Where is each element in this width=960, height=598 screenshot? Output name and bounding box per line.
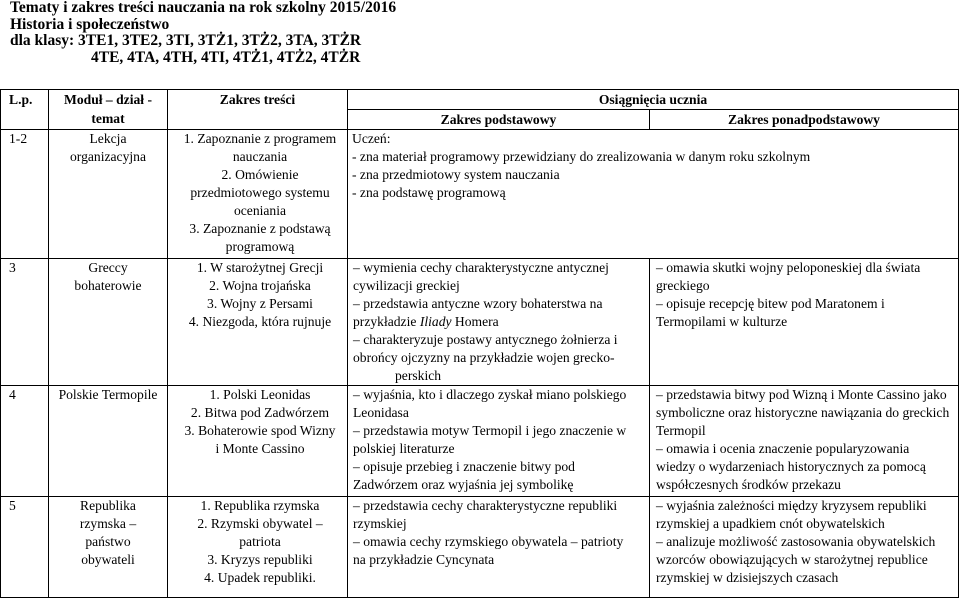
cell-zakres-podstawowy: – przedstawia cechy charakterystyczne republiki rzymskiej – omawia cechy rzymskiego obywatela – patrioty na przykładzie Cyncynata: [348, 497, 650, 598]
cell-zakres-ponadpodstawowy: – przedstawia bitwy pod Wizną i Monte Cassino jako symboliczne oraz historyczne nawiązania do greckich Termopil – omawia i ocenia znaczenie popularyzowania wiedzy o wydarzeniach historycznych za pomocą współczesnych środków przekazu: [650, 386, 959, 497]
cell-lp: 5: [1, 497, 49, 598]
header-modul: Moduł – dział - temat: [49, 90, 168, 130]
table-row: [1, 259, 959, 386]
cell-lp: 4: [1, 386, 49, 497]
cell-zakres-ponadpodstawowy: – wyjaśnia zależności między kryzysem republiki rzymskiej a upadkiem cnót obywatelskich – analizuje możliwość zastosowania obywatelskich wzorców obowiązujących w starożytnej republice rzymskiej w dzisiejszych czasach: [650, 497, 959, 598]
cell-zakres: 1. Zapoznanie z programem nauczania 2. Omówienie przedmiotowego systemu oceniania 3. Zapoznanie z podstawą programową: [168, 130, 348, 259]
table-row: [1, 386, 959, 497]
class-list-line1: dla klasy: 3TE1, 3TE2, 3TI, 3TŻ1, 3TŻ2, 3TA, 3TŻR: [10, 32, 362, 49]
document-title: Tematy i zakres treści nauczania na rok szkolny 2015/2016: [10, 0, 397, 16]
cell-zakres-ponadpodstawowy: – omawia skutki wojny peloponeskiej dla świata greckiego – opisuje recepcję bitew pod Maratonem i Termopilami w kulturze: [650, 259, 959, 386]
cell-lp: 1-2: [1, 130, 49, 259]
class-list-line2: 4TE, 4TA, 4TH, 4TI, 4TŻ1, 4TŻ2, 4TŻR: [91, 48, 361, 66]
header-osiagniecia: Osiągnięcia ucznia: [348, 90, 959, 110]
cell-temat: Polskie Termopile: [49, 386, 168, 497]
subject-name: Historia i społeczeństwo: [10, 15, 170, 33]
document-header: [10, 0, 396, 66]
cell-zakres: 1. W starożytnej Grecji 2. Wojna trojańska 3. Wojny z Persami 4. Niezgoda, która rujnuje: [168, 259, 348, 386]
cell-temat: Lekcja organizacyjna: [49, 130, 168, 259]
header-zakres-tresci: Zakres treści: [168, 90, 348, 130]
cell-temat: Greccy bohaterowie: [49, 259, 168, 386]
header-lp: L.p.: [1, 90, 49, 130]
cell-zakres: 1. Republika rzymska 2. Rzymski obywatel – patriota 3. Kryzys republiki 4. Upadek republiki.: [168, 497, 348, 598]
header-zakres-podstawowy: Zakres podstawowy: [348, 110, 650, 130]
header-zakres-ponadpodstawowy: Zakres ponadpodstawowy: [650, 110, 959, 130]
cell-zakres: 1. Polski Leonidas 2. Bitwa pod Zadwórzem 3. Bohaterowie spod Wizny i Monte Cassino: [168, 386, 348, 497]
table-header-row: [1, 90, 959, 110]
cell-zakres-podstawowy: – wymienia cechy charakterystyczne antycznej cywilizacji greckiej – przedstawia antyczne wzory bohaterstwa na przykładzie Iliady Homera – charakteryzuje postawy antycznego żołnierza i obrońcy ojczyzny na przykładzie wojen grecko- perskich: [348, 259, 650, 386]
cell-lp: 3: [1, 259, 49, 386]
cell-osiagniecia-ogolne: Uczeń: - zna materiał programowy przewidziany do zrealizowania w danym roku szkolnym - zna przedmiotowy system nauczania - zna podstawę programową: [348, 130, 959, 259]
table-row: [1, 130, 959, 259]
curriculum-table: [0, 89, 959, 598]
table-row: [1, 497, 959, 598]
cell-zakres-podstawowy: – wyjaśnia, kto i dlaczego zyskał miano polskiego Leonidasa – przedstawia motyw Termopil i jego znaczenie w polskiej literaturze – opisuje przebieg i znaczenie bitwy pod Zadwórzem oraz wyjaśnia jej symbolikę: [348, 386, 650, 497]
cell-temat: Republika rzymska – państwo obywateli: [49, 497, 168, 598]
